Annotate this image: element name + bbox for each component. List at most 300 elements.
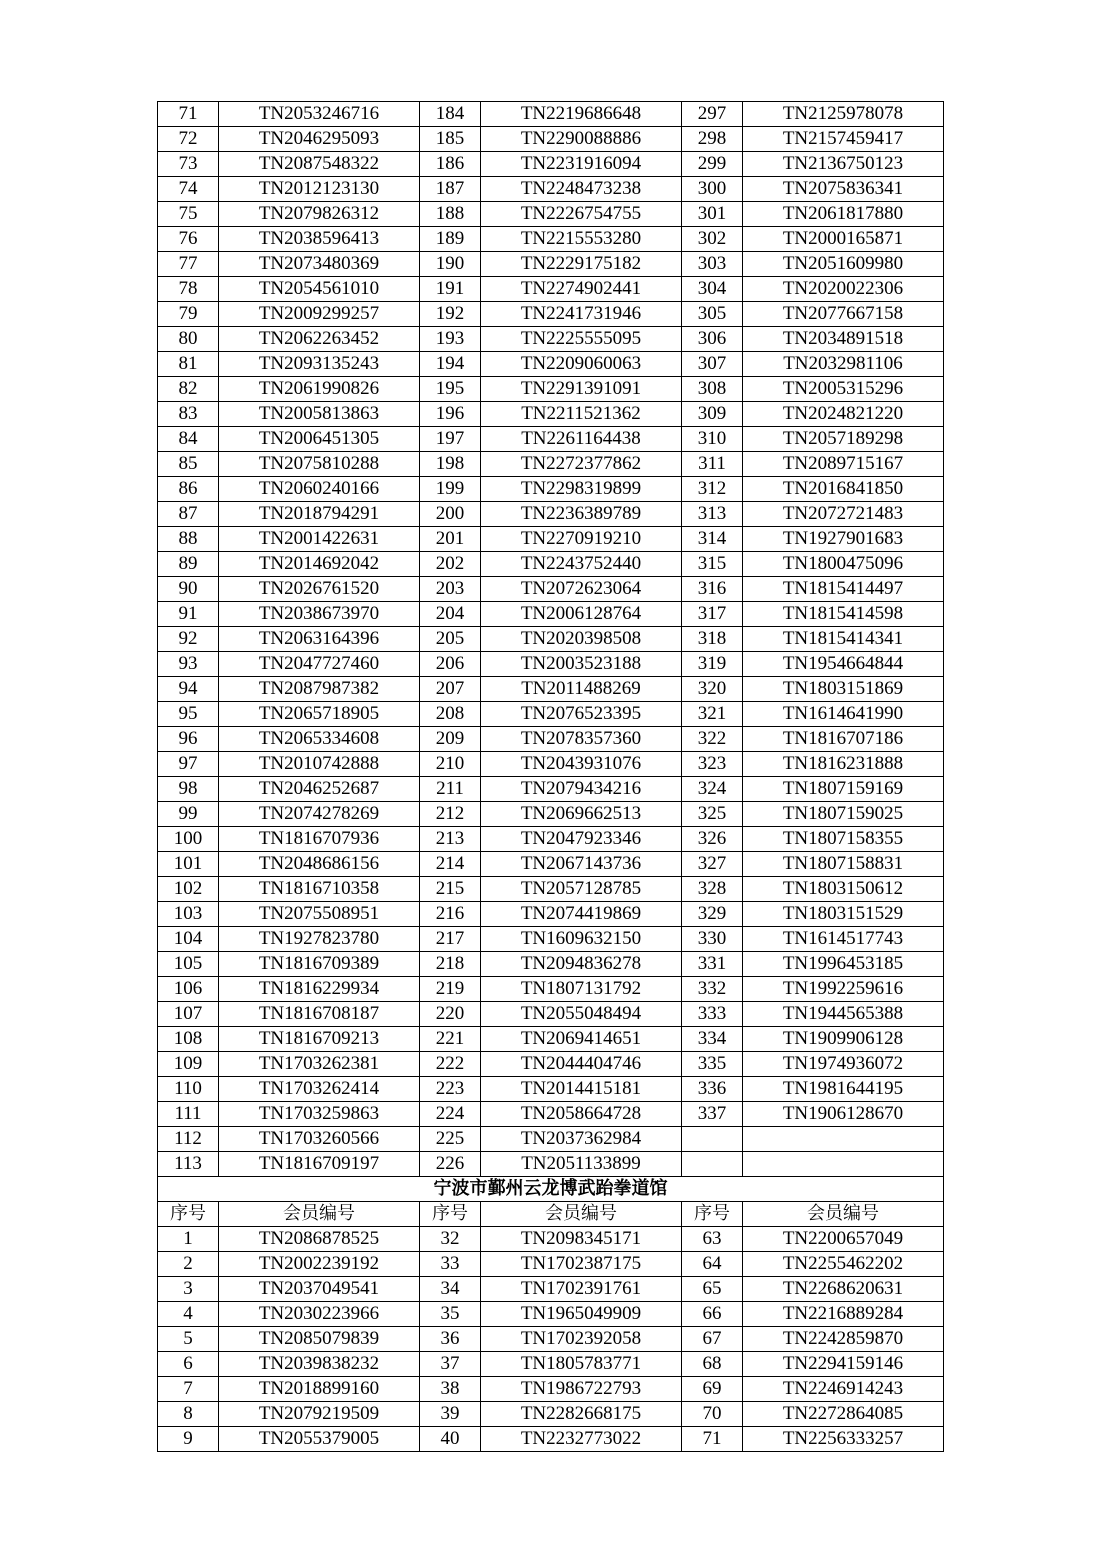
- table-row: [158, 477, 944, 502]
- seq-cell: 313: [682, 502, 743, 527]
- header-seq: 序号: [420, 1202, 481, 1227]
- member-id-cell: TN2055048494: [481, 1002, 682, 1027]
- header-seq: 序号: [158, 1202, 219, 1227]
- seq-cell: 65: [682, 1277, 743, 1302]
- seq-cell: 300: [682, 177, 743, 202]
- member-id-cell: TN2211521362: [481, 402, 682, 427]
- table-row: [158, 302, 944, 327]
- member-id-cell: [743, 1127, 944, 1152]
- table-row: [158, 877, 944, 902]
- seq-cell: 64: [682, 1252, 743, 1277]
- member-id-cell: TN2010742888: [219, 752, 420, 777]
- seq-cell: 189: [420, 227, 481, 252]
- seq-cell: 215: [420, 877, 481, 902]
- member-id-cell: TN2209060063: [481, 352, 682, 377]
- member-id-cell: TN2020022306: [743, 277, 944, 302]
- seq-cell: 302: [682, 227, 743, 252]
- member-id-cell: TN2055379005: [219, 1427, 420, 1452]
- table-row: [158, 427, 944, 452]
- member-id-cell: TN2231916094: [481, 152, 682, 177]
- seq-cell: 324: [682, 777, 743, 802]
- member-id-cell: TN2232773022: [481, 1427, 682, 1452]
- seq-cell: 208: [420, 702, 481, 727]
- table-row: [158, 202, 944, 227]
- seq-cell: 221: [420, 1027, 481, 1052]
- seq-cell: 76: [158, 227, 219, 252]
- member-id-cell: TN1702391761: [481, 1277, 682, 1302]
- member-id-cell: TN2093135243: [219, 352, 420, 377]
- table-row: [158, 727, 944, 752]
- seq-cell: 335: [682, 1052, 743, 1077]
- member-id-cell: TN2065334608: [219, 727, 420, 752]
- seq-cell: 304: [682, 277, 743, 302]
- seq-cell: 298: [682, 127, 743, 152]
- seq-cell: 97: [158, 752, 219, 777]
- member-id-cell: TN2294159146: [743, 1352, 944, 1377]
- member-id-cell: TN2078357360: [481, 727, 682, 752]
- seq-cell: 223: [420, 1077, 481, 1102]
- seq-cell: 203: [420, 577, 481, 602]
- seq-cell: 5: [158, 1327, 219, 1352]
- member-id-cell: TN1815414341: [743, 627, 944, 652]
- member-id-cell: TN2098345171: [481, 1227, 682, 1252]
- member-id-cell: TN2087987382: [219, 677, 420, 702]
- seq-cell: [682, 1127, 743, 1152]
- seq-cell: 202: [420, 552, 481, 577]
- table-row: [158, 602, 944, 627]
- member-id-cell: TN1816709197: [219, 1152, 420, 1177]
- table-row: [158, 1052, 944, 1077]
- seq-cell: 40: [420, 1427, 481, 1452]
- member-id-cell: TN1614641990: [743, 702, 944, 727]
- seq-cell: 9: [158, 1427, 219, 1452]
- table-row: [158, 527, 944, 552]
- seq-cell: 185: [420, 127, 481, 152]
- member-id-cell: TN2005315296: [743, 377, 944, 402]
- seq-cell: 194: [420, 352, 481, 377]
- member-id-cell: TN1816708187: [219, 1002, 420, 1027]
- member-id-cell: TN2020398508: [481, 627, 682, 652]
- seq-cell: 190: [420, 252, 481, 277]
- member-id-cell: TN2000165871: [743, 227, 944, 252]
- seq-cell: 84: [158, 427, 219, 452]
- member-id-cell: TN2274902441: [481, 277, 682, 302]
- seq-cell: 89: [158, 552, 219, 577]
- member-id-cell: TN2261164438: [481, 427, 682, 452]
- seq-cell: 207: [420, 677, 481, 702]
- member-id-cell: TN1909906128: [743, 1027, 944, 1052]
- member-id-cell: TN2229175182: [481, 252, 682, 277]
- seq-cell: 309: [682, 402, 743, 427]
- member-id-cell: TN2086878525: [219, 1227, 420, 1252]
- seq-cell: 328: [682, 877, 743, 902]
- member-id-cell: TN1954664844: [743, 652, 944, 677]
- seq-cell: 2: [158, 1252, 219, 1277]
- seq-cell: 36: [420, 1327, 481, 1352]
- member-id-cell: TN2048686156: [219, 852, 420, 877]
- member-id-cell: TN2075810288: [219, 452, 420, 477]
- seq-cell: 187: [420, 177, 481, 202]
- seq-cell: 7: [158, 1377, 219, 1402]
- seq-cell: 334: [682, 1027, 743, 1052]
- table-row: [158, 702, 944, 727]
- member-id-cell: TN1816709389: [219, 952, 420, 977]
- seq-cell: 332: [682, 977, 743, 1002]
- member-id-cell: TN2215553280: [481, 227, 682, 252]
- seq-cell: 102: [158, 877, 219, 902]
- seq-cell: 3: [158, 1277, 219, 1302]
- table-row: [158, 277, 944, 302]
- table-row: [158, 152, 944, 177]
- member-id-cell: TN2005813863: [219, 402, 420, 427]
- member-id-cell: TN2061817880: [743, 202, 944, 227]
- member-id-cell: TN1816231888: [743, 752, 944, 777]
- table-row: [158, 1327, 944, 1352]
- table-row: [158, 902, 944, 927]
- seq-cell: 219: [420, 977, 481, 1002]
- seq-cell: 317: [682, 602, 743, 627]
- table-row: [158, 1227, 944, 1252]
- member-id-cell: TN2006128764: [481, 602, 682, 627]
- seq-cell: 195: [420, 377, 481, 402]
- member-id-cell: TN1803151529: [743, 902, 944, 927]
- seq-cell: 88: [158, 527, 219, 552]
- seq-cell: 8: [158, 1402, 219, 1427]
- seq-cell: 99: [158, 802, 219, 827]
- table-row: [158, 1252, 944, 1277]
- seq-cell: 303: [682, 252, 743, 277]
- member-id-cell: TN1986722793: [481, 1377, 682, 1402]
- table-row: [158, 752, 944, 777]
- seq-cell: 112: [158, 1127, 219, 1152]
- seq-cell: 210: [420, 752, 481, 777]
- member-id-cell: TN1614517743: [743, 927, 944, 952]
- seq-cell: 74: [158, 177, 219, 202]
- member-id-cell: TN1807159025: [743, 802, 944, 827]
- seq-cell: 77: [158, 252, 219, 277]
- member-id-cell: TN1981644195: [743, 1077, 944, 1102]
- seq-cell: 106: [158, 977, 219, 1002]
- member-id-cell: TN2024821220: [743, 402, 944, 427]
- member-id-cell: TN2075836341: [743, 177, 944, 202]
- member-id-cell: TN2074419869: [481, 902, 682, 927]
- section2-title-body: [158, 1177, 944, 1227]
- seq-cell: 311: [682, 452, 743, 477]
- seq-cell: 307: [682, 352, 743, 377]
- seq-cell: 326: [682, 827, 743, 852]
- seq-cell: 39: [420, 1402, 481, 1427]
- member-id-cell: TN2079219509: [219, 1402, 420, 1427]
- seq-cell: 93: [158, 652, 219, 677]
- member-id-cell: TN2047727460: [219, 652, 420, 677]
- seq-cell: 92: [158, 627, 219, 652]
- seq-cell: 111: [158, 1102, 219, 1127]
- seq-cell: 96: [158, 727, 219, 752]
- seq-cell: 196: [420, 402, 481, 427]
- seq-cell: 222: [420, 1052, 481, 1077]
- seq-cell: 100: [158, 827, 219, 852]
- seq-cell: 315: [682, 552, 743, 577]
- seq-cell: 6: [158, 1352, 219, 1377]
- member-id-cell: TN2037362984: [481, 1127, 682, 1152]
- member-id-cell: TN2067143736: [481, 852, 682, 877]
- member-id-cell: TN2054561010: [219, 277, 420, 302]
- member-id-cell: TN2076523395: [481, 702, 682, 727]
- member-id-cell: TN2072721483: [743, 502, 944, 527]
- seq-cell: 312: [682, 477, 743, 502]
- seq-cell: 68: [682, 1352, 743, 1377]
- table-row: [158, 1277, 944, 1302]
- seq-cell: 113: [158, 1152, 219, 1177]
- member-id-cell: TN2069414651: [481, 1027, 682, 1052]
- header-seq: 序号: [682, 1202, 743, 1227]
- table-row: [158, 1352, 944, 1377]
- seq-cell: 206: [420, 652, 481, 677]
- seq-cell: 320: [682, 677, 743, 702]
- member-id-cell: TN2018899160: [219, 1377, 420, 1402]
- seq-cell: 224: [420, 1102, 481, 1127]
- member-id-cell: TN1702387175: [481, 1252, 682, 1277]
- member-list-page: [157, 101, 944, 1452]
- member-id-cell: TN2057128785: [481, 877, 682, 902]
- seq-cell: 69: [682, 1377, 743, 1402]
- member-id-cell: TN2026761520: [219, 577, 420, 602]
- member-id-cell: TN1906128670: [743, 1102, 944, 1127]
- member-id-cell: TN2246914243: [743, 1377, 944, 1402]
- seq-cell: 306: [682, 327, 743, 352]
- section2-body: [158, 1227, 944, 1452]
- seq-cell: 73: [158, 152, 219, 177]
- member-id-cell: TN2075508951: [219, 902, 420, 927]
- member-id-cell: TN2009299257: [219, 302, 420, 327]
- seq-cell: 213: [420, 827, 481, 852]
- member-id-cell: TN2062263452: [219, 327, 420, 352]
- member-id-cell: TN2125978078: [743, 102, 944, 127]
- table-row: [158, 177, 944, 202]
- table-row: [158, 1402, 944, 1427]
- member-id-cell: TN2243752440: [481, 552, 682, 577]
- seq-cell: 204: [420, 602, 481, 627]
- member-id-cell: TN2077667158: [743, 302, 944, 327]
- member-id-cell: TN1702392058: [481, 1327, 682, 1352]
- table-row: [158, 977, 944, 1002]
- member-id-cell: TN1703260566: [219, 1127, 420, 1152]
- member-id-cell: TN2087548322: [219, 152, 420, 177]
- table-row: [158, 852, 944, 877]
- seq-cell: 220: [420, 1002, 481, 1027]
- section1-body: [158, 102, 944, 1177]
- seq-cell: 211: [420, 777, 481, 802]
- header-member-id: 会员编号: [219, 1202, 420, 1227]
- table-row: [158, 1002, 944, 1027]
- seq-cell: 95: [158, 702, 219, 727]
- member-id-cell: TN2298319899: [481, 477, 682, 502]
- seq-cell: 72: [158, 127, 219, 152]
- seq-cell: 110: [158, 1077, 219, 1102]
- member-id-cell: TN2219686648: [481, 102, 682, 127]
- member-id-cell: TN2225555095: [481, 327, 682, 352]
- table-row: [158, 227, 944, 252]
- seq-cell: 212: [420, 802, 481, 827]
- seq-cell: 336: [682, 1077, 743, 1102]
- member-id-cell: TN2255462202: [743, 1252, 944, 1277]
- table-row: [158, 352, 944, 377]
- seq-cell: 75: [158, 202, 219, 227]
- seq-cell: 80: [158, 327, 219, 352]
- member-id-cell: [743, 1152, 944, 1177]
- seq-cell: 85: [158, 452, 219, 477]
- seq-cell: 78: [158, 277, 219, 302]
- seq-cell: 186: [420, 152, 481, 177]
- seq-cell: 319: [682, 652, 743, 677]
- member-id-cell: TN2270919210: [481, 527, 682, 552]
- seq-cell: 314: [682, 527, 743, 552]
- member-id-cell: TN1816707186: [743, 727, 944, 752]
- seq-cell: 83: [158, 402, 219, 427]
- member-id-cell: TN2058664728: [481, 1102, 682, 1127]
- member-id-cell: TN2236389789: [481, 502, 682, 527]
- member-id-cell: TN2248473238: [481, 177, 682, 202]
- seq-cell: 37: [420, 1352, 481, 1377]
- member-id-cell: TN2044404746: [481, 1052, 682, 1077]
- seq-cell: 81: [158, 352, 219, 377]
- member-id-cell: TN2085079839: [219, 1327, 420, 1352]
- seq-cell: 299: [682, 152, 743, 177]
- seq-cell: 214: [420, 852, 481, 877]
- seq-cell: 216: [420, 902, 481, 927]
- table-row: [158, 802, 944, 827]
- table-row: [158, 577, 944, 602]
- seq-cell: 35: [420, 1302, 481, 1327]
- member-id-cell: TN2016841850: [743, 477, 944, 502]
- member-id-cell: TN2079826312: [219, 202, 420, 227]
- member-id-cell: TN2272377862: [481, 452, 682, 477]
- seq-cell: 201: [420, 527, 481, 552]
- seq-cell: 184: [420, 102, 481, 127]
- seq-cell: 329: [682, 902, 743, 927]
- table-row: [158, 552, 944, 577]
- table-row: [158, 1302, 944, 1327]
- member-id-cell: TN2057189298: [743, 427, 944, 452]
- member-id-cell: TN2226754755: [481, 202, 682, 227]
- member-id-cell: TN2216889284: [743, 1302, 944, 1327]
- seq-cell: 226: [420, 1152, 481, 1177]
- table-row: [158, 777, 944, 802]
- member-id-cell: TN2072623064: [481, 577, 682, 602]
- member-id-cell: TN2032981106: [743, 352, 944, 377]
- member-id-cell: TN1807158355: [743, 827, 944, 852]
- seq-cell: 4: [158, 1302, 219, 1327]
- member-id-cell: TN2034891518: [743, 327, 944, 352]
- seq-cell: 225: [420, 1127, 481, 1152]
- member-id-cell: TN2012123130: [219, 177, 420, 202]
- seq-cell: 67: [682, 1327, 743, 1352]
- member-id-cell: TN1815414497: [743, 577, 944, 602]
- member-id-cell: TN2030223966: [219, 1302, 420, 1327]
- member-id-cell: TN2046252687: [219, 777, 420, 802]
- table-row: [158, 377, 944, 402]
- seq-cell: 297: [682, 102, 743, 127]
- seq-cell: 327: [682, 852, 743, 877]
- member-id-cell: TN2046295093: [219, 127, 420, 152]
- seq-cell: 316: [682, 577, 743, 602]
- member-id-cell: TN1927823780: [219, 927, 420, 952]
- member-id-cell: TN2089715167: [743, 452, 944, 477]
- seq-cell: 200: [420, 502, 481, 527]
- seq-cell: 107: [158, 1002, 219, 1027]
- member-id-cell: TN1803151869: [743, 677, 944, 702]
- member-table: [157, 101, 944, 1452]
- table-row: [158, 677, 944, 702]
- seq-cell: 1: [158, 1227, 219, 1252]
- table-row: [158, 252, 944, 277]
- member-id-cell: TN2063164396: [219, 627, 420, 652]
- club-title: 宁波市鄞州云龙博武跆拳道馆: [158, 1177, 944, 1202]
- seq-cell: 308: [682, 377, 743, 402]
- seq-cell: 63: [682, 1227, 743, 1252]
- header-member-id: 会员编号: [743, 1202, 944, 1227]
- member-id-cell: TN2200657049: [743, 1227, 944, 1252]
- seq-cell: 109: [158, 1052, 219, 1077]
- table-row: [158, 102, 944, 127]
- member-id-cell: TN1807159169: [743, 777, 944, 802]
- seq-cell: 199: [420, 477, 481, 502]
- seq-cell: 198: [420, 452, 481, 477]
- seq-cell: 90: [158, 577, 219, 602]
- member-id-cell: TN2014415181: [481, 1077, 682, 1102]
- member-id-cell: TN1703262414: [219, 1077, 420, 1102]
- seq-cell: 193: [420, 327, 481, 352]
- seq-cell: 98: [158, 777, 219, 802]
- member-id-cell: TN2242859870: [743, 1327, 944, 1352]
- member-id-cell: TN1807158831: [743, 852, 944, 877]
- table-row: [158, 1077, 944, 1102]
- table-row: [158, 827, 944, 852]
- table-row: [158, 127, 944, 152]
- seq-cell: 94: [158, 677, 219, 702]
- seq-cell: 322: [682, 727, 743, 752]
- member-id-cell: TN2053246716: [219, 102, 420, 127]
- member-id-cell: TN2002239192: [219, 1252, 420, 1277]
- member-id-cell: TN2065718905: [219, 702, 420, 727]
- member-id-cell: TN1609632150: [481, 927, 682, 952]
- table-row: [158, 652, 944, 677]
- member-id-cell: TN2051133899: [481, 1152, 682, 1177]
- seq-cell: 66: [682, 1302, 743, 1327]
- member-id-cell: TN2051609980: [743, 252, 944, 277]
- seq-cell: 197: [420, 427, 481, 452]
- seq-cell: 205: [420, 627, 481, 652]
- member-id-cell: TN2268620631: [743, 1277, 944, 1302]
- seq-cell: 86: [158, 477, 219, 502]
- seq-cell: 331: [682, 952, 743, 977]
- table-row: [158, 402, 944, 427]
- table-row: [158, 1127, 944, 1152]
- seq-cell: 79: [158, 302, 219, 327]
- member-id-cell: TN2037049541: [219, 1277, 420, 1302]
- member-id-cell: TN1996453185: [743, 952, 944, 977]
- seq-cell: 87: [158, 502, 219, 527]
- member-id-cell: TN2290088886: [481, 127, 682, 152]
- member-id-cell: TN1816709213: [219, 1027, 420, 1052]
- seq-cell: 188: [420, 202, 481, 227]
- member-id-cell: TN2282668175: [481, 1402, 682, 1427]
- seq-cell: 105: [158, 952, 219, 977]
- table-row: [158, 1152, 944, 1177]
- member-id-cell: TN1816229934: [219, 977, 420, 1002]
- member-id-cell: TN1927901683: [743, 527, 944, 552]
- seq-cell: 108: [158, 1027, 219, 1052]
